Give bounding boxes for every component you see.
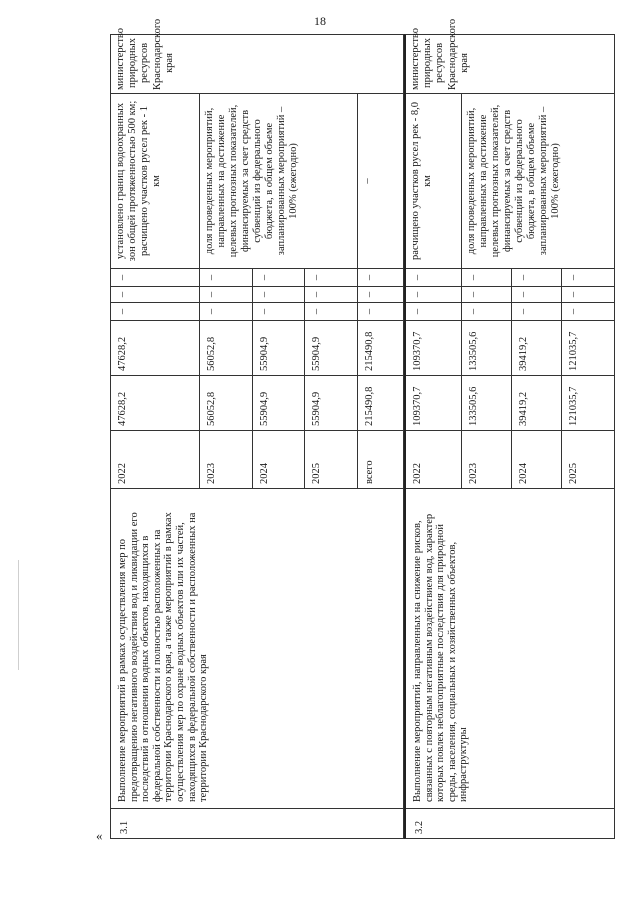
amount-cell: 39419,2	[518, 391, 529, 426]
dash-cell: –	[206, 308, 217, 315]
result-text: –	[362, 178, 373, 184]
dash-cell: –	[311, 291, 322, 298]
amount-cell: 55904,9	[311, 391, 322, 426]
empty-source-column	[406, 286, 614, 302]
dash-cell: –	[117, 308, 128, 315]
result-text: расчищено участков русел рек - 8,0 км	[410, 102, 433, 260]
table-row-3-2	[404, 18, 615, 839]
year-cell: 2022	[117, 463, 128, 484]
empty-source-column	[111, 286, 403, 302]
dash-cell: –	[468, 274, 479, 281]
amount-cell: 215490,8	[364, 386, 375, 426]
years-column	[111, 430, 403, 488]
result-text: доля проведенных мероприятий, направленных на достижение целевых прогнозных показателей, финансируемых за счет средств субвенций из федерального бюджета, в общем объеме запланированных мероприятий – 100% (ежегодно)	[204, 104, 299, 258]
amount-cell: 133505,6	[468, 386, 479, 426]
dash-cell: –	[364, 274, 375, 281]
amount-cell: 121035,7	[568, 386, 579, 426]
year-cell: всего	[364, 460, 375, 484]
dash-cell: –	[259, 291, 270, 298]
executor-text: министерство природных ресурсов Краснодарского края	[115, 18, 175, 90]
amount-cell: 121035,7	[568, 331, 579, 371]
dash-cell: –	[412, 274, 423, 281]
total-amount-column	[406, 375, 614, 430]
year-cell: 2024	[518, 463, 529, 484]
dash-cell: –	[311, 274, 322, 281]
page-number: 18	[314, 14, 326, 28]
year-cell: 2023	[468, 463, 479, 484]
amount-cell: 215490,8	[364, 331, 375, 371]
amount-cell: 109370,7	[412, 386, 423, 426]
activity-name: Выполнение мероприятий в рамках осуществления мер по предотвращению негативного воздействия вод и ликвидации его последствий в отношении водных объектов, находящихся в федеральной собственности и полностью расположенных на территории Краснодарского края, а также мероприятий в рамках осуществления мер по охране водных объектов или их частей, находящихся в федеральной собственности и расположенных на территории Краснодарского края	[117, 512, 210, 802]
amount-cell: 133505,6	[468, 331, 479, 371]
dash-cell: –	[311, 308, 322, 315]
dash-cell: –	[412, 291, 423, 298]
amount-cell: 109370,7	[412, 331, 423, 371]
amount-cell: 55904,9	[311, 336, 322, 371]
dash-cell: –	[259, 308, 270, 315]
year-cell: 2023	[206, 463, 217, 484]
amount-cell: 39419,2	[518, 336, 529, 371]
dash-cell: –	[206, 291, 217, 298]
year-cell: 2025	[311, 463, 322, 484]
empty-source-column	[111, 302, 403, 320]
dash-cell: –	[468, 308, 479, 315]
dash-cell: –	[117, 274, 128, 281]
years-column	[406, 430, 614, 488]
amount-cell: 47628,2	[117, 336, 128, 371]
year-cell: 2024	[259, 463, 270, 484]
year-cell: 2025	[568, 463, 579, 484]
dash-cell: –	[518, 308, 529, 315]
total-amount-column	[111, 375, 403, 430]
result-text: доля проведенных мероприятий, направленных на достижение целевых прогнозных показателей, финансируемых за счет средств субвенций из федерального бюджета, в общем объеме запланированных мероприятий – 100% (ежегодно)	[466, 104, 561, 258]
dash-cell: –	[259, 274, 270, 281]
dash-cell: –	[568, 274, 579, 281]
results-column	[406, 93, 614, 268]
federal-amount-column	[406, 320, 614, 375]
dash-cell: –	[364, 308, 375, 315]
results-column	[111, 93, 403, 268]
scan-crease	[18, 560, 19, 670]
amount-cell: 56052,8	[206, 336, 217, 371]
empty-source-column	[406, 268, 614, 286]
amount-cell: 55904,9	[259, 336, 270, 371]
empty-source-column	[111, 268, 403, 286]
dash-cell: –	[206, 274, 217, 281]
row-number: 3.1	[119, 820, 130, 834]
row-number: 3.2	[414, 820, 425, 834]
dash-cell: –	[364, 291, 375, 298]
result-text: установлено границ водоохранных зон общей протяженностью 500 км; расчищено участков русел рек - 1 км	[115, 100, 162, 262]
dash-cell: –	[568, 291, 579, 298]
dash-cell: –	[518, 291, 529, 298]
opening-quote-mark: «	[96, 828, 103, 843]
dash-cell: –	[117, 291, 128, 298]
year-cell: 2022	[412, 463, 423, 484]
amount-cell: 55904,9	[259, 391, 270, 426]
activity-name: Выполнение мероприятий, направленных на снижение рисков, связанных с повторным негативным воздействием вод, характер которых повлек неблагоприятные последствия для природной среды, населения, социальных и хозяйственных объектов, инфраструктуры	[412, 513, 470, 802]
dash-cell: –	[468, 291, 479, 298]
dash-cell: –	[518, 274, 529, 281]
federal-amount-column	[111, 320, 403, 375]
amount-cell: 47628,2	[117, 391, 128, 426]
executor-text: министерство природных ресурсов Краснодарского края	[410, 18, 470, 90]
dash-cell: –	[568, 308, 579, 315]
amount-cell: 56052,8	[206, 391, 217, 426]
empty-source-column	[406, 302, 614, 320]
dash-cell: –	[412, 308, 423, 315]
